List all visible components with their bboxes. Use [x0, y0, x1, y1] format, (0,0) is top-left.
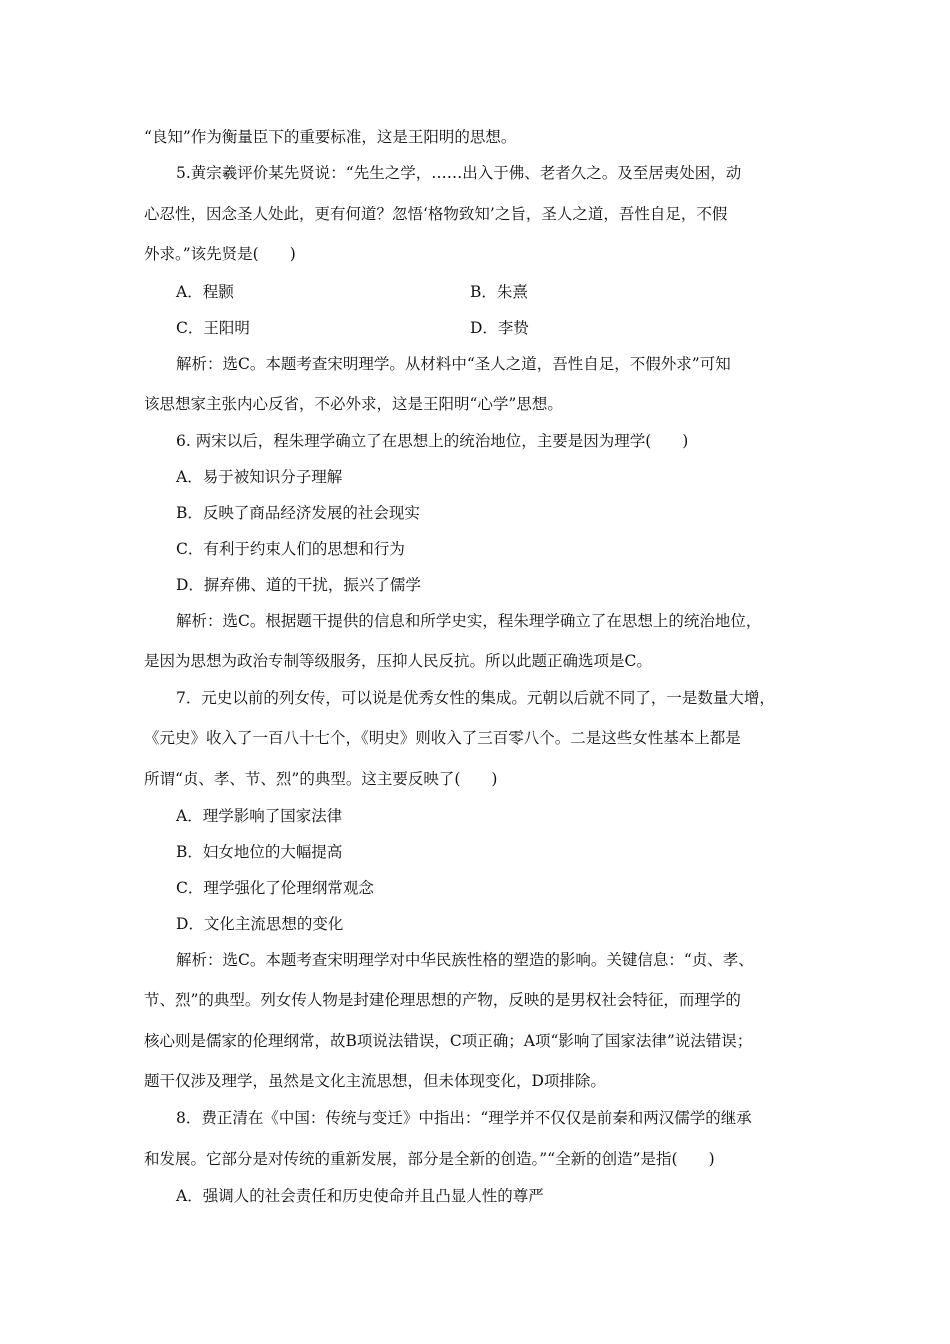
q6-stem: 6. 两宋以后，程朱理学确立了在思想上的统治地位，主要是因为理学( ) — [176, 432, 689, 450]
q5-stem-line-1: 5.黄宗羲评价某先贤说：“先生之学，……出入于佛、老者久之。及至居夷处困，动 — [176, 164, 742, 182]
q8-stem-line-1: 8．费正清在《中国：传统与变迁》中指出：“理学并不仅仅是前秦和两汉儒学的继承 — [176, 1109, 752, 1127]
q5-option-d: D．李贽 — [470, 319, 529, 337]
q7-option-b: B．妇女地位的大幅提高 — [176, 843, 343, 861]
q6-option-b: B．反映了商品经济发展的社会现实 — [176, 504, 420, 522]
q7-analysis-line-2: 节、烈”的典型。列女传人物是封建伦理思想的产物，反映的是男权社会特征，而理学的 — [144, 991, 741, 1009]
q7-stem-line-1: 7．元史以前的列女传，可以说是优秀女性的集成。元朝以后就不同了，一是数量大增， — [176, 689, 775, 707]
q5-stem-line-3: 外求。”该先贤是( ) — [144, 245, 296, 263]
intro-line: “良知”作为衡量臣下的重要标准，这是王阳明的思想。 — [144, 128, 517, 146]
q7-analysis-line-3: 核心则是儒家的伦理纲常，故B项说法错误，C项正确；A项“影响了国家法律”说法错误； — [144, 1032, 753, 1050]
q5-option-c: C．王阳明 — [176, 319, 250, 337]
q8-option-a: A．强调人的社会责任和历史使命并且凸显人性的尊严 — [176, 1187, 544, 1205]
q5-analysis-line-2: 该思想家主张内心反省，不必外求，这是王阳明“心学”思想。 — [144, 395, 563, 413]
q7-analysis-line-1: 解析：选C。本题考查宋明理学对中华民族性格的塑造的影响。关键信息：“贞、孝、 — [176, 951, 754, 969]
q5-option-a: A．程颢 — [176, 283, 234, 301]
q5-stem-line-2: 心忍性，因念圣人处此，更有何道？忽悟‘格物致知’之旨，圣人之道，吾性自足，不假 — [144, 205, 728, 223]
q7-stem-line-2: 《元史》收入了一百八十七个，《明史》则收入了三百零八个。二是这些女性基本上都是 — [144, 729, 741, 747]
q7-option-c: C．理学强化了伦理纲常观念 — [176, 879, 374, 897]
q5-analysis-line-1: 解析：选C。本题考查宋明理学。从材料中“圣人之道，吾性自足，不假外求”可知 — [176, 355, 731, 373]
q6-analysis-line-1: 解析：选C。根据题干提供的信息和所学史实，程朱理学确立了在思想上的统治地位， — [176, 612, 762, 630]
q6-option-d: D．摒弃佛、道的干扰，振兴了儒学 — [176, 576, 421, 594]
q7-option-d: D．文化主流思想的变化 — [176, 915, 344, 933]
q7-analysis-line-4: 题干仅涉及理学，虽然是文化主流思想，但未体现变化，D项排除。 — [144, 1072, 606, 1090]
q5-option-b: B．朱熹 — [470, 283, 528, 301]
q7-option-a: A．理学影响了国家法律 — [176, 807, 343, 825]
q8-stem-line-2: 和发展。它部分是对传统的重新发展，部分是全新的创造。”“全新的创造”是指( ) — [144, 1150, 715, 1168]
q6-analysis-line-2: 是因为思想为政治专制等级服务，压抑人民反抗。所以此题正确选项是C。 — [144, 652, 652, 670]
q6-option-a: A．易于被知识分子理解 — [176, 468, 343, 486]
q7-stem-line-3: 所谓“贞、孝、节、烈”的典型。这主要反映了( ) — [144, 770, 498, 788]
q6-option-c: C．有利于约束人们的思想和行为 — [176, 540, 405, 558]
